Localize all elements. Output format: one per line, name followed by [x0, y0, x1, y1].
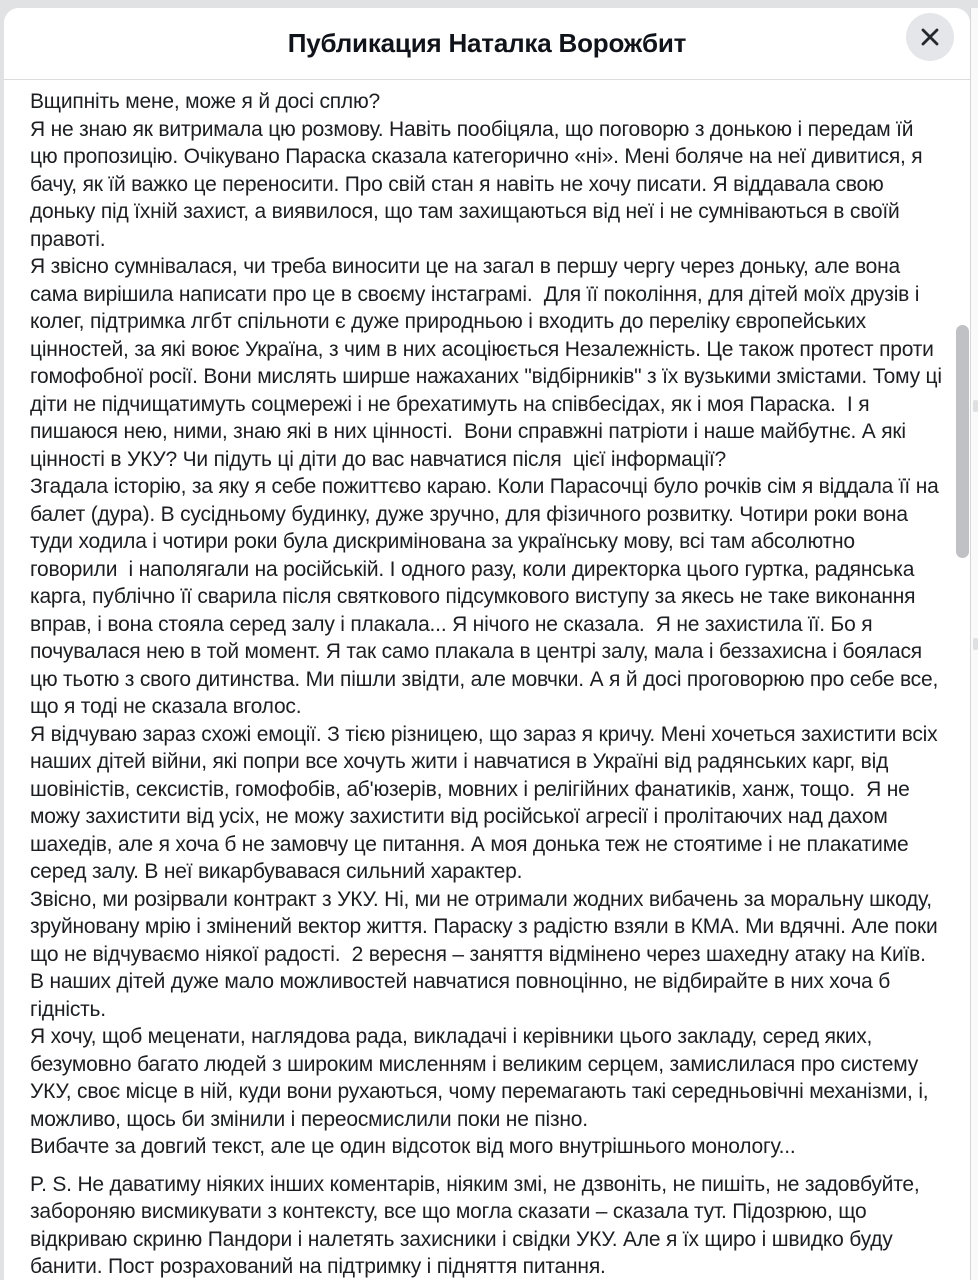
post-paragraph: Вибачте за довгий текст, але це один відсоток від мого внутрішнього монологу... — [30, 1135, 796, 1158]
scrollbar-thumb[interactable] — [956, 325, 969, 558]
post-paragraph: Я звісно сумнівалася, чи треба виносити це на загал в першу чергу через доньку, але вона сама вирішила написати про це в своєму інстаграмі. Для її покоління, для дітей моїх друзів і колег, підтримка лгбт спільноти є дуже природньою і входить до переліку європейських цінностей, за які воює Україна, з чим в них асоціюється Незалежність. Це також протест проти гомофобної росії. Вони мислять ширше нажаханих "відбірників" з їх вузькими змістами. Тому ці діти не підчищатимуть соцмережі і не брехатимуть на співбесідах, як і моя Параска. І я пишаюся нею, ними, знаю які в них цінності. Вони справжні патріоти і наше майбутнє. А які цінності в УКУ? Чи підуть ці діти до вас навчатися після цієї інформації? — [30, 255, 948, 471]
post-body[interactable] — [4, 80, 970, 1280]
modal-header — [4, 8, 970, 79]
background-page-edge — [970, 8, 978, 1280]
post-paragraph: Я відчуваю зараз схожі емоції. З тією різницею, що зараз я кричу. Мені хочеться захистити всіх наших дітей війни, які попри все хочуть жити і навчатися в Україні від радянських карг, від шовіністів, сексистів, гомофобів, аб'юзерів, мовних і релігійних фанатиків, ханж, тощо. Я не можу захистити від усіх, не можу захистити від російської агресії і пролітаючих над дахом шахедів, але я хоча б не замовчу це питання. А моя донька теж не стоятиме і не плакатиме серед залу. В неї викарбувавася сильний характер. — [30, 722, 944, 883]
post-paragraph: Звісно, ми розірвали контракт з УКУ. Ні, ми не отримали жодних вибачень за моральну шкоду, зруйновану мрію і змінений вектор життя. Параску з радістю взяли в КМА. Ми вдячні. Але поки що не відчуваємо ніякої радості. 2 вересня – заняття відмінено через шахедну атаку на Київ. В наших дітей дуже мало можливостей навчатися повноцінно, не відбирайте в них хоча б гідність. — [30, 887, 944, 1021]
post-paragraph: Згадала історію, за яку я себе пожиттєво караю. Коли Парасочці було рочків сім я віддала її на балет (дура). В сусідньому будинку, дуже зручно, для фізичного розвитку. Чотири роки вона туди ходила і чотири роки була дискримінована за українську мову, всі там абсолютно говорили і наполягали на російській. І одного разу, коли директорка цього гуртка, радянська карга, публічно її сварила після святкового підсумкового виступу за якесь не таке виконання вправ, і вона стояла серед залу і плакала... Я нічого не сказала. Я не захистила її. Бо я почувалася нею в той момент. Я так само плакала в центрі залу, мала і беззахисна і боялася цю тьотю з свого дитинства. Ми пішли звідти, але мовчки. А я й досі проговорюю про себе все, що я тоді не сказала вголос. — [30, 475, 945, 718]
post-paragraph: Вщипніть мене, може я й досі сплю? — [30, 90, 381, 113]
close-icon — [919, 26, 941, 48]
modal-title: Публикация Наталка Ворожбит — [287, 28, 687, 58]
post-modal — [4, 8, 970, 1280]
post-paragraph: Я хочу, щоб меценати, наглядова рада, викладачі і керівники цього закладу, серед яких, безумовно багато людей з широким мисленням і великим серцем, замислилася про систему УКУ, своє місце в ній, куди вони рухаються, чому перемагають такі середньовічні механізми, і, можливо, щось би змінили і переосмислили поки не пізно. — [30, 1025, 935, 1131]
background-text-artifact — [973, 400, 978, 412]
post-paragraph: Я не знаю як витримала цю розмову. Навіть пообіцяла, що поговорю з донькою і передам їй цю пропозицію. Очікувано Параска сказала категорично «ні». Мені боляче на неї дивитися, я бачу, як їй важко це переносити. Про свій стан я навіть не хочу писати. Я віддавала свою доньку під їхній захист, а виявилося, що там захищаються від неї і не сумніваються в своїй правоті. — [30, 117, 929, 251]
close-button[interactable] — [906, 13, 954, 61]
post-paragraph-ps: P. S. Не даватиму ніяких інших коментарів, ніяким змі, не дзвоніть, не пишіть, не задовбуйте, забороняю висмикувати з контексту, все що могла сказати – сказала тут. Підозрюю, що відкриваю скриню Пандори і налетять захисники і свідки УКУ. Але я їх щиро і швидко буду банити. Пост розрахований на підтримку і підняття питання. — [30, 1172, 926, 1278]
background-text-artifact — [973, 638, 978, 650]
